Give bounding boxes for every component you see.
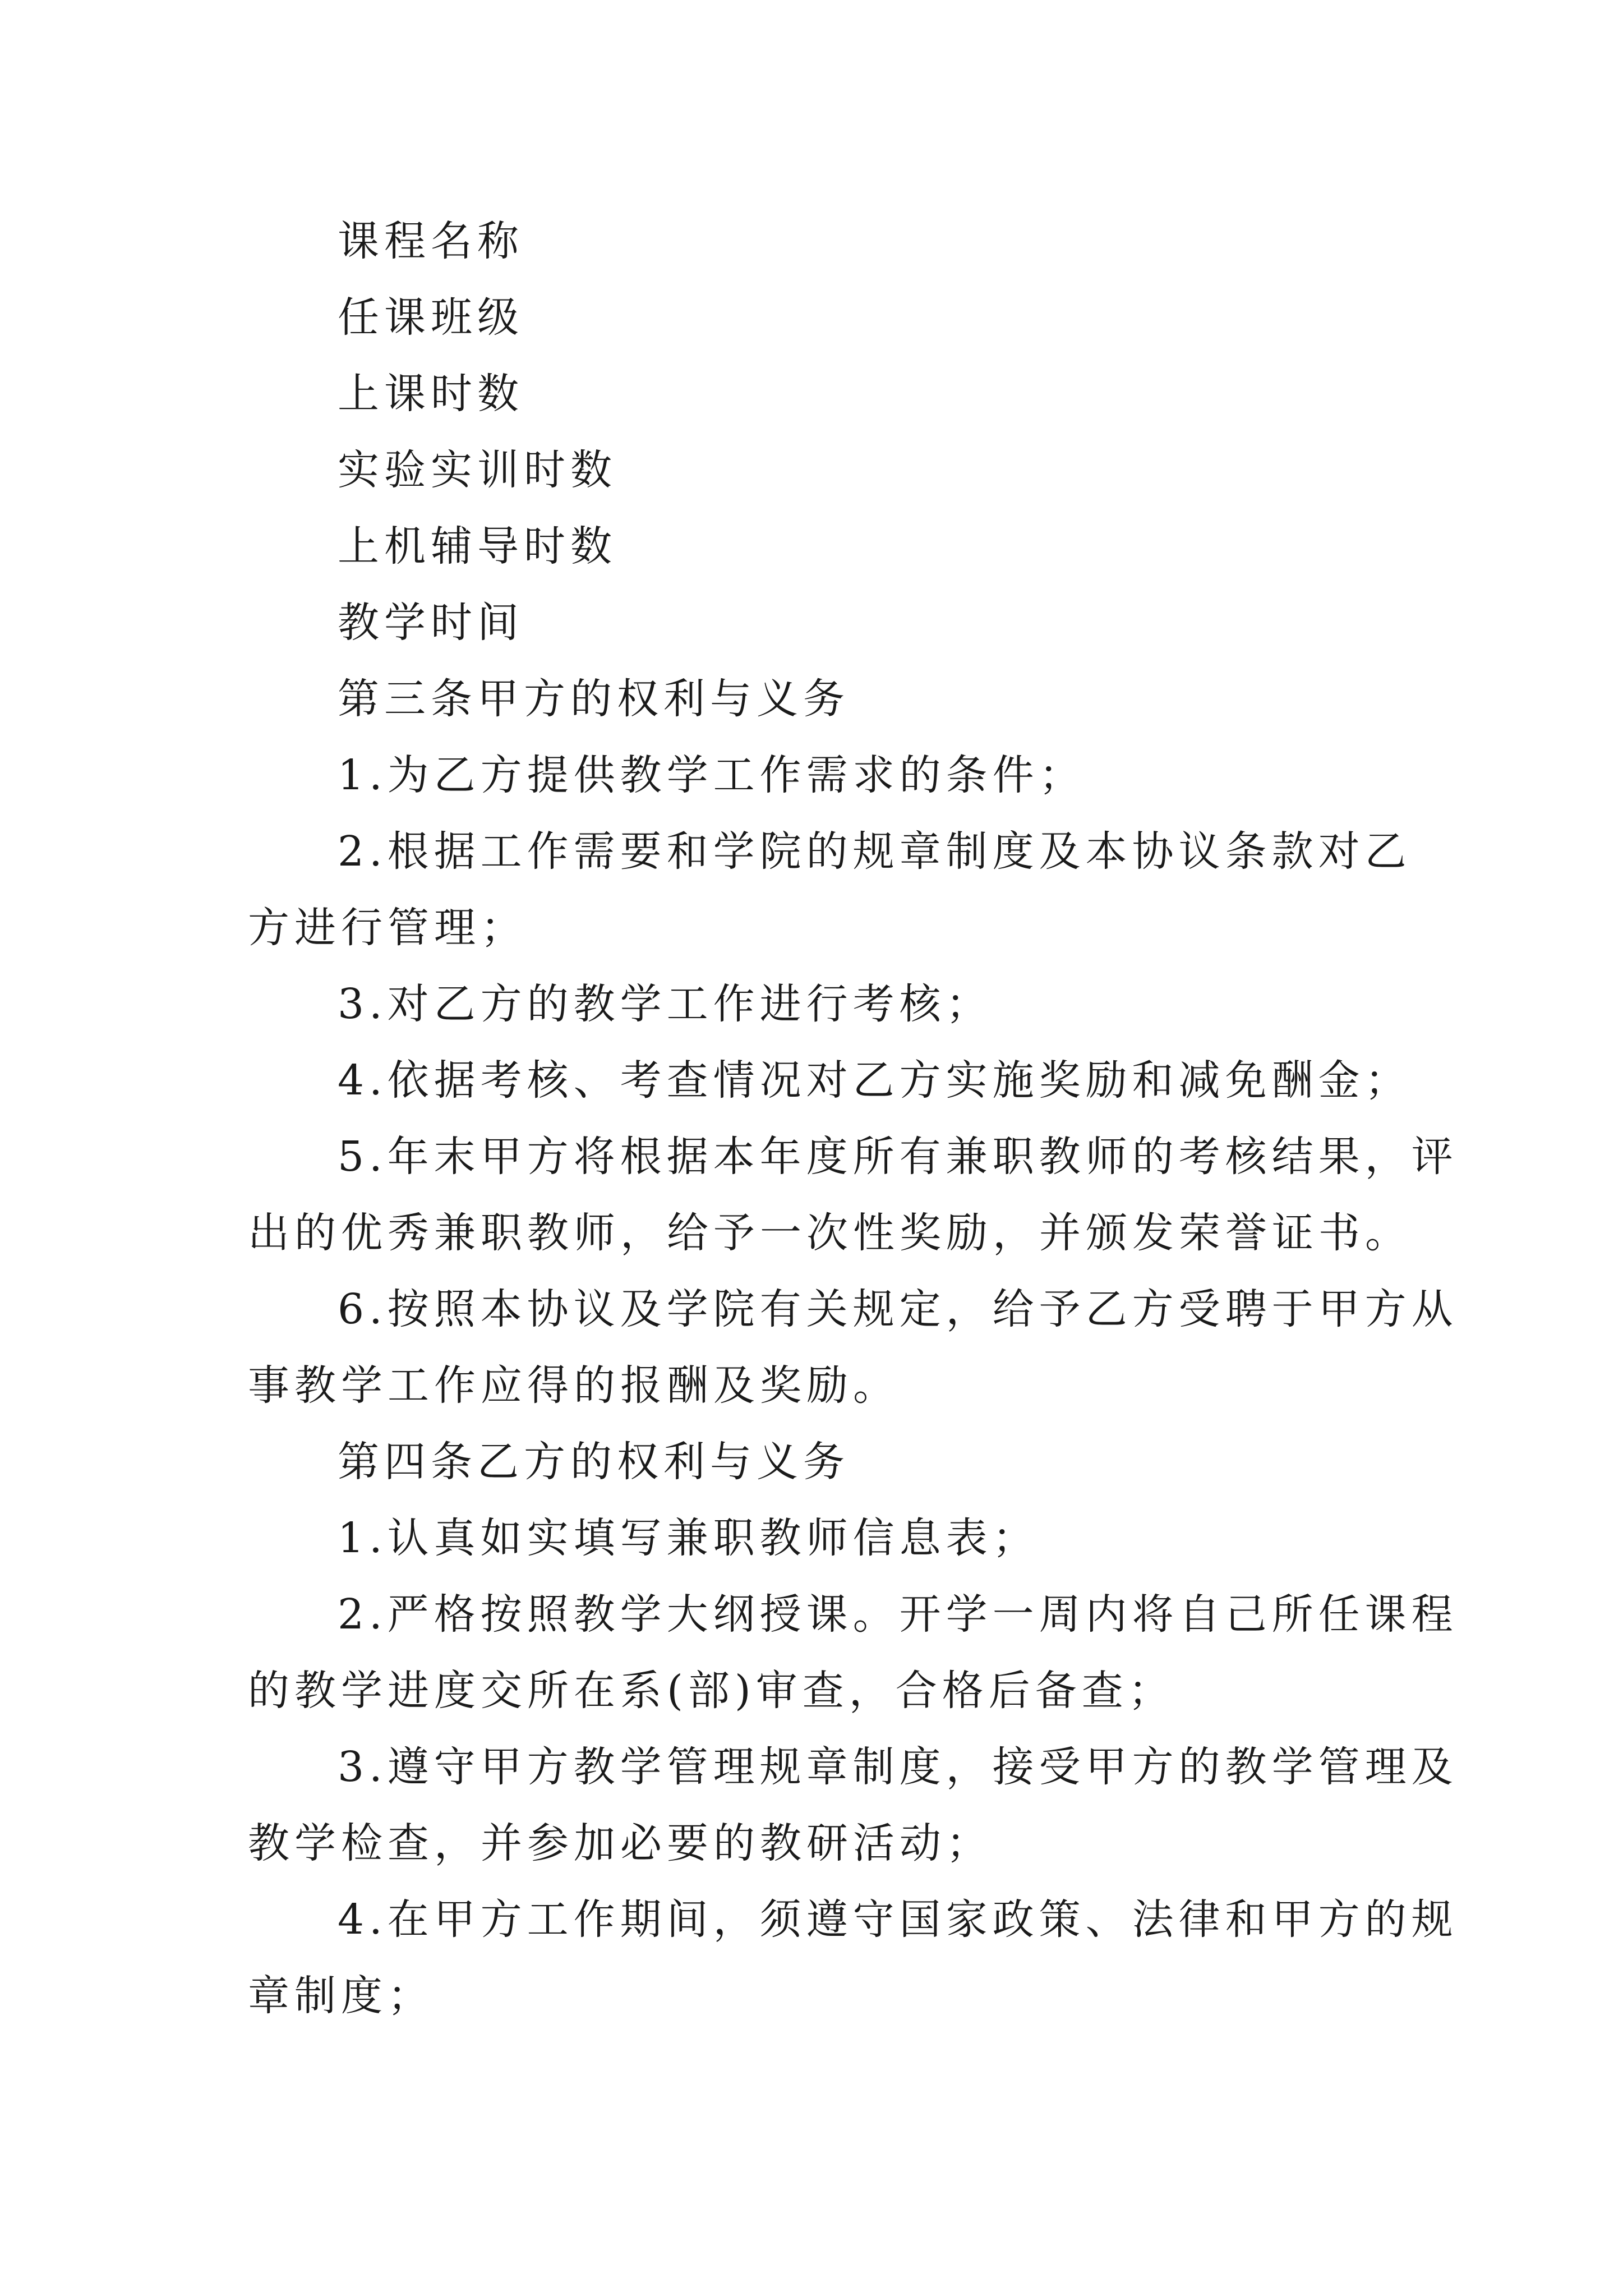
field-class-hours: 上课时数 xyxy=(338,370,524,418)
article3-item2-line1: 2.根据工作需要和学院的规章制度及本协议条款对乙 xyxy=(338,827,1412,876)
article3-heading: 第三条甲方的权利与义务 xyxy=(338,675,850,723)
article3-item6-line1: 6.按照本协议及学院有关规定，给予乙方受聘于甲方从 xyxy=(338,1285,1458,1333)
article4-item4-line2: 章制度； xyxy=(248,1972,434,2020)
field-teaching-time: 教学时间 xyxy=(338,599,524,647)
article4-item3-line2: 教学检查，并参加必要的教研活动； xyxy=(248,1819,993,1867)
article3-item3: 3.对乙方的教学工作进行考核； xyxy=(338,980,993,1028)
article3-item5-line1: 5.年末甲方将根据本年度所有兼职教师的考核结果，评 xyxy=(338,1133,1458,1181)
article4-item2-line2: 的教学进度交所在系(部)审查，合格后备查； xyxy=(248,1667,1175,1715)
article3-item2-line2: 方进行管理； xyxy=(248,904,527,952)
article4-item4-line1: 4.在甲方工作期间，须遵守国家政策、法律和甲方的规 xyxy=(338,1895,1458,1944)
field-course-name: 课程名称 xyxy=(338,217,524,265)
article4-item1: 1.认真如实填写兼职教师信息表； xyxy=(338,1514,1039,1562)
article3-item5-line2: 出的优秀兼职教师，给予一次性奖励，并颁发荣誉证书。 xyxy=(248,1209,1412,1257)
article4-heading: 第四条乙方的权利与义务 xyxy=(338,1438,850,1486)
article3-item6-line2: 事教学工作应得的报酬及奖励。 xyxy=(248,1361,900,1410)
article3-item4: 4.依据考核、考查情况对乙方实施奖励和减免酬金； xyxy=(338,1056,1412,1105)
article3-item1: 1.为乙方提供教学工作需求的条件； xyxy=(338,751,1086,799)
article4-item3-line1: 3.遵守甲方教学管理规章制度，接受甲方的教学管理及 xyxy=(338,1743,1458,1791)
field-lab-hours: 实验实训时数 xyxy=(338,446,617,494)
field-class: 任课班级 xyxy=(338,293,524,342)
document-body xyxy=(248,203,1458,2034)
field-computer-hours: 上机辅导时数 xyxy=(338,522,617,570)
article4-item2-line1: 2.严格按照教学大纲授课。开学一周内将自己所任课程 xyxy=(338,1590,1458,1639)
